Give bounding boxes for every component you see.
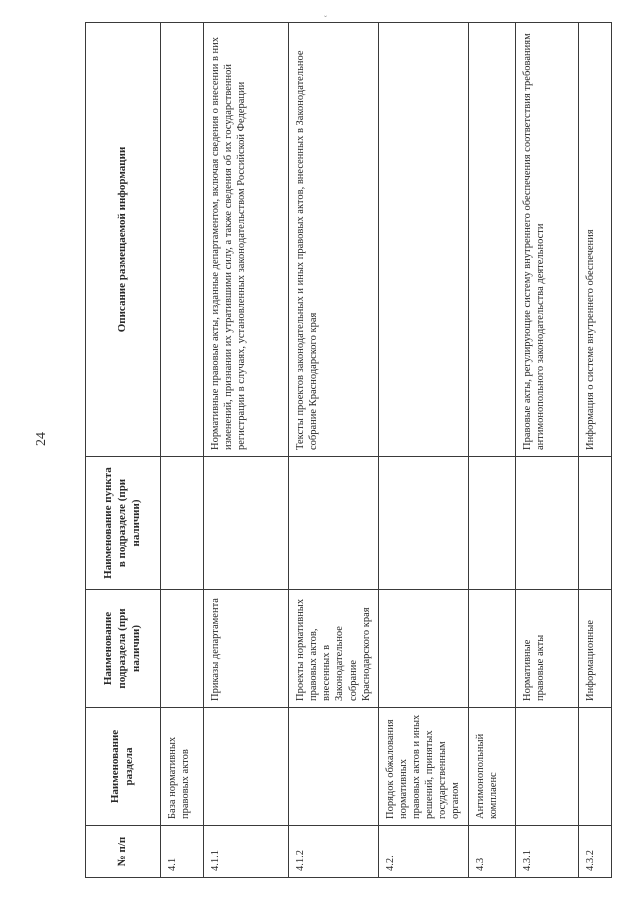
row-subsection: [378, 590, 468, 708]
row-description: [161, 23, 204, 457]
row-subsection: Проекты нормативных правовых актов, внесенных в Законодательное собрание Краснодарского края: [289, 590, 379, 708]
row-subsection: Приказы департамента: [204, 590, 289, 708]
header-subsection: Наименование подраздела (при наличии): [86, 590, 161, 708]
row-section: [289, 708, 379, 826]
table-row: [289, 23, 379, 878]
row-subsection: Информационные: [578, 590, 611, 708]
row-description: [378, 23, 468, 457]
row-section: База нормативных правовых актов: [161, 708, 204, 826]
row-num: 4.1.1: [204, 826, 289, 878]
row-item: [289, 457, 379, 590]
row-description: [468, 23, 515, 457]
header-item: Наименование пункта в подразделе (при наличии): [86, 457, 161, 590]
table-row: [468, 23, 515, 878]
header-description: Описание размещаемой информации: [86, 23, 161, 457]
row-num: 4.1.2: [289, 826, 379, 878]
table-row: [515, 23, 578, 878]
row-section: Антимонопольный комплаенс: [468, 708, 515, 826]
row-section: [204, 708, 289, 826]
table-row: [204, 23, 289, 878]
row-subsection: Нормативные правовые акты: [515, 590, 578, 708]
scan-speck: ˇ: [324, 14, 327, 24]
table-row: [161, 23, 204, 878]
row-item: [578, 457, 611, 590]
row-item: [468, 457, 515, 590]
table-row: [378, 23, 468, 878]
row-item: [161, 457, 204, 590]
header-section: Наименование раздела: [86, 708, 161, 826]
row-num: 4.3.2: [578, 826, 611, 878]
row-num: 4.3: [468, 826, 515, 878]
row-item: [204, 457, 289, 590]
row-description: Информация о системе внутреннего обеспечения: [578, 23, 611, 457]
rotated-table-wrapper: [85, 23, 610, 878]
info-table: [85, 22, 612, 878]
header-num: № п/п: [86, 826, 161, 878]
row-description: Нормативные правовые акты, изданные департаментом, включая сведения о внесении в них изменений, признании их утратившими силу, а также сведения об их государственной регистрации в случаях, установленных законодательством Российской Федерации: [204, 23, 289, 457]
row-description: Правовые акты, регулирующие систему внутреннего обеспечения соответствия требованиям антимонопольного законодательства деятельности: [515, 23, 578, 457]
row-num: 4.1: [161, 826, 204, 878]
page-number: 24: [34, 432, 49, 446]
table-row: [578, 23, 611, 878]
row-item: [378, 457, 468, 590]
row-section: Порядок обжалования нормативных правовых актов и иных решений, принятых государственным органом: [378, 708, 468, 826]
row-num: 4.3.1: [515, 826, 578, 878]
table-header-row: [86, 23, 161, 878]
row-description: Тексты проектов законодательных и иных правовых актов, внесенных в Законодательное собрание Краснодарского края: [289, 23, 379, 457]
row-num: 4.2.: [378, 826, 468, 878]
row-subsection: [161, 590, 204, 708]
row-section: [515, 708, 578, 826]
row-section: [578, 708, 611, 826]
row-item: [515, 457, 578, 590]
row-subsection: [468, 590, 515, 708]
